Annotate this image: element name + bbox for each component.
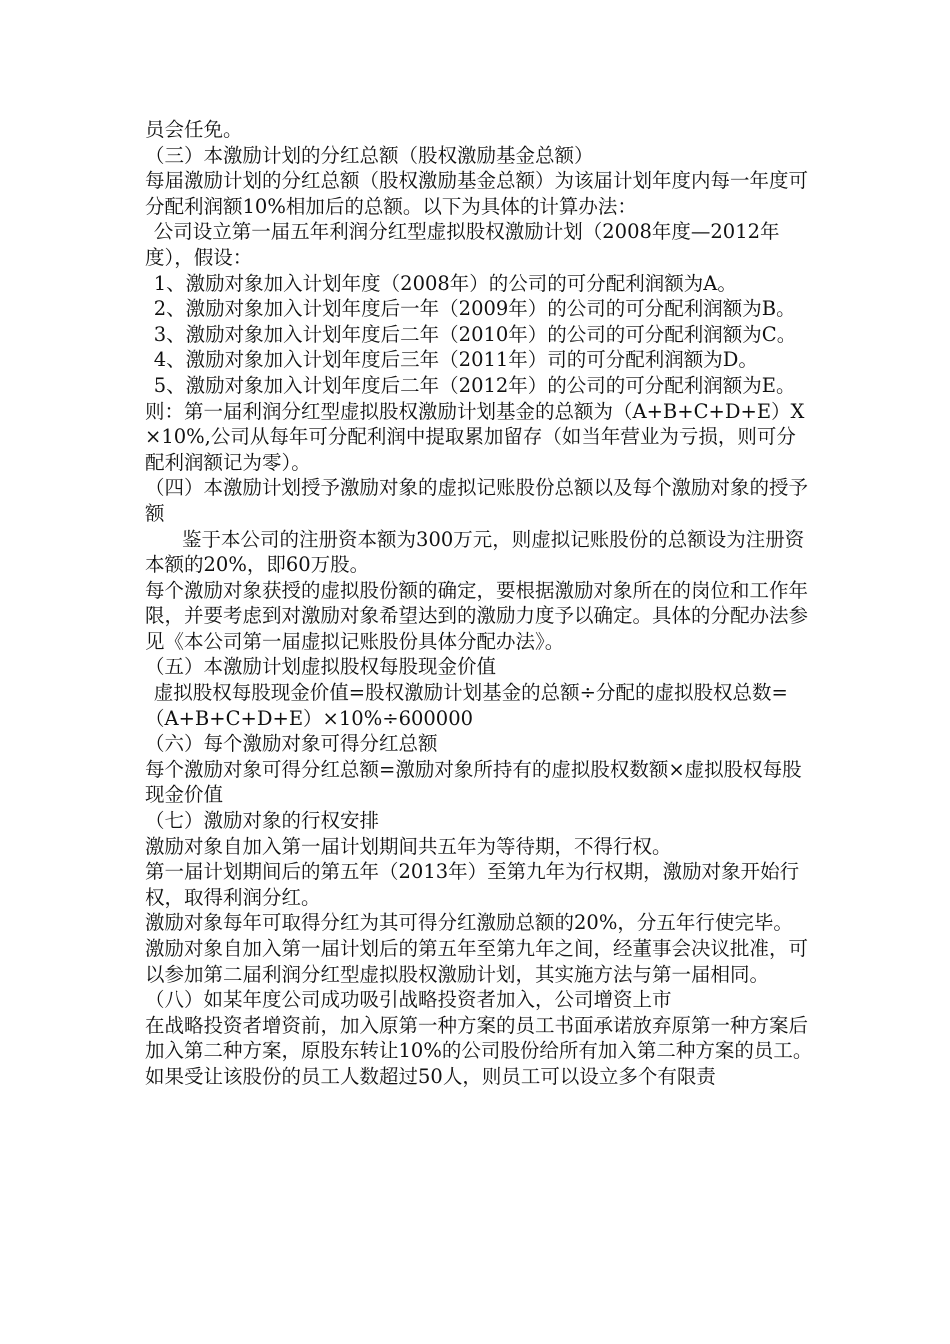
paragraph: （三）本激励计划的分红总额（股权激励基金总额） (145, 143, 594, 167)
paragraph: 在战略投资者增资前，加入原第一种方案的员工书面承诺放弃原第一种方案后加入第二种方案，原股东转让10%的公司股份给所有加入第二种方案的员工。 (145, 1013, 813, 1063)
paragraph: 3、激励对象加入计划年度后二年（2010年）的公司的可分配利润额为C。 (153, 322, 797, 346)
paragraph: 激励对象自加入第一届计划期间共五年为等待期，不得行权。 (145, 834, 672, 858)
paragraph: 员会任免。 (145, 118, 243, 141)
paragraph: 每个激励对象可得分红总额=激励对象所持有的虚拟股权数额×虚拟股权每股现金价值 (145, 757, 802, 807)
paragraph: 则：第一届利润分红型虚拟股权激励计划基金的总额为（A+B+C+D+E）X×10%,公司从每年可分配利润中提取累加留存（如当年营业为亏损，则可分配利润额记为零）。 (145, 399, 805, 474)
paragraph: 每个激励对象获授的虚拟股份额的确定，要根据激励对象所在的岗位和工作年限，并要考虑到对激励对象希望达到的激励力度予以确定。具体的分配办法参见《本公司第一届虚拟记账股份具体分配办法》。 (145, 578, 809, 653)
paragraph: 每届激励计划的分红总额（股权激励基金总额）为该届计划年度内每一年度可分配利润额10%相加后的总额。以下为具体的计算办法： (145, 169, 809, 218)
paragraph: 虚拟股权每股现金价值=股权激励计划基金的总额÷分配的虚拟股权总数=（A+B+C+D+E）×10%÷600000 (145, 681, 788, 730)
paragraph: 鉴于本公司的注册资本额为300万元，则虚拟记账股份的总额设为注册资本额的20%，即60万股。 (145, 527, 805, 577)
document-body (145, 117, 815, 1090)
paragraph: （四）本激励计划授予激励对象的虚拟记账股份总额以及每个激励对象的授予额 (145, 476, 809, 525)
paragraph: 2、激励对象加入计划年度后一年（2009年）的公司的可分配利润额为B。 (153, 297, 796, 321)
paragraph: （八）如某年度公司成功吸引战略投资者加入，公司增资上市 (145, 988, 672, 1012)
paragraph: （六）每个激励对象可得分红总额 (145, 732, 438, 756)
paragraph: 5、激励对象加入计划年度后二年（2012年）的公司的可分配利润额为E。 (153, 373, 796, 397)
paragraph: 如果受让该股份的员工人数超过50人，则员工可以设立多个有限责 (145, 1064, 716, 1088)
paragraph: 公司设立第一届五年利润分红型虚拟股权激励计划（2008年度—2012年度），假设： (145, 220, 780, 269)
paragraph: 激励对象每年可取得分红为其可得分红激励总额的20%，分五年行使完毕。 (145, 911, 793, 935)
paragraph: 1、激励对象加入计划年度（2008年）的公司的可分配利润额为A。 (153, 271, 737, 295)
paragraph: 4、激励对象加入计划年度后三年（2011年）司的可分配利润额为D。 (153, 348, 758, 372)
paragraph: （七）激励对象的行权安排 (145, 809, 380, 833)
paragraph: 第一届计划期间后的第五年（2013年）至第九年为行权期，激励对象开始行权，取得利润分红。 (145, 860, 800, 909)
paragraph: 激励对象自加入第一届计划后的第五年至第九年之间，经董事会决议批准，可以参加第二届利润分红型虚拟股权激励计划，其实施方法与第一届相同。 (145, 937, 809, 986)
paragraph: （五）本激励计划虚拟股权每股现金价值 (145, 655, 497, 679)
